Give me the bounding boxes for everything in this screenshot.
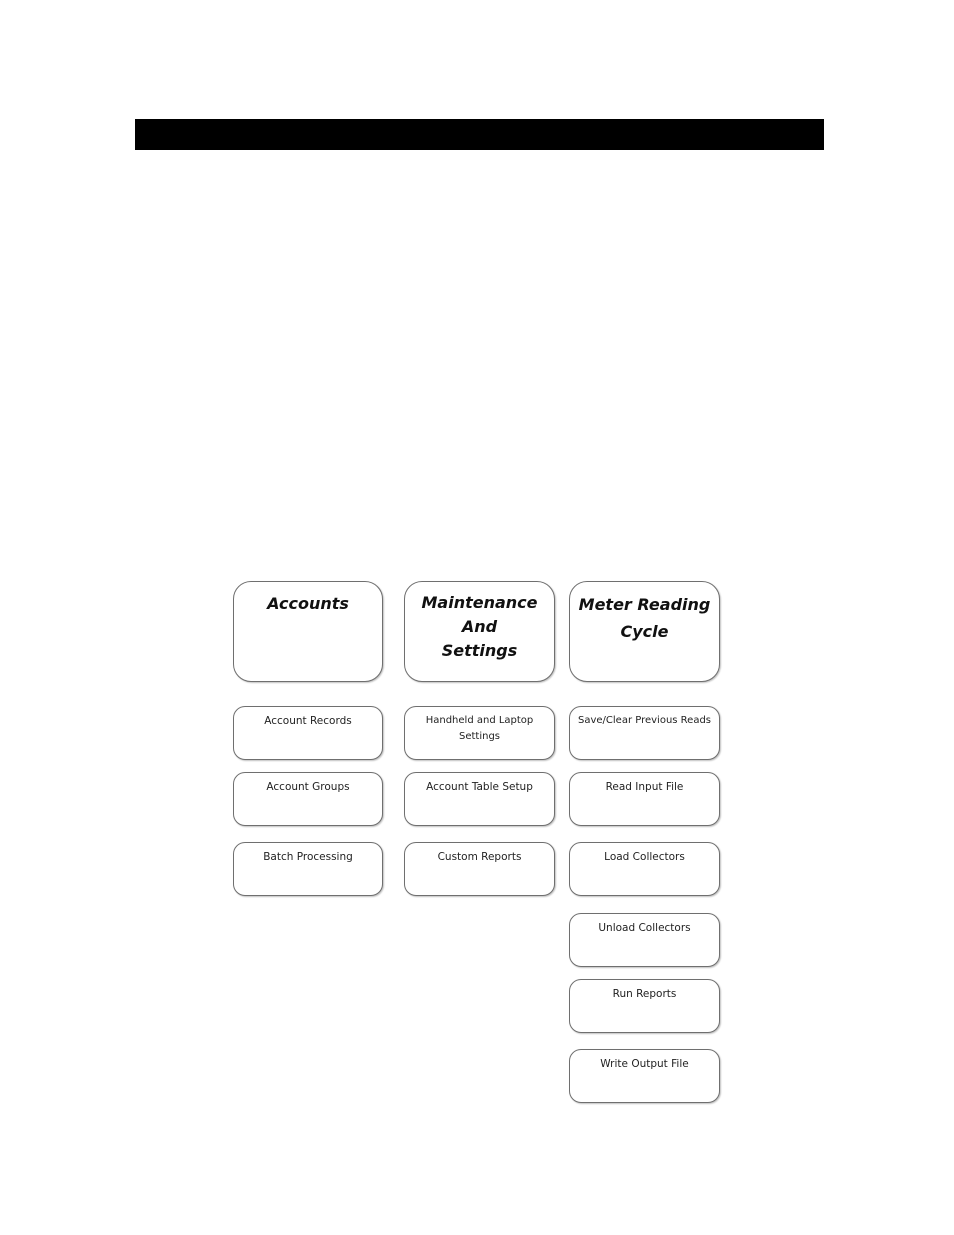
- account-groups-box: [233, 772, 383, 826]
- read-input-file-box: [569, 772, 720, 826]
- handheld-laptop-settings-label: Handheld and Laptop Settings: [425, 715, 534, 742]
- handheld-laptop-settings-box: [404, 706, 555, 760]
- account-records-label: Account Records: [264, 715, 352, 727]
- meter-reading-cycle-header-box: [569, 581, 720, 682]
- accounts-header-box: [233, 581, 383, 682]
- load-collectors-box: [569, 842, 720, 896]
- batch-processing-label: Batch Processing: [263, 851, 353, 863]
- custom-reports-box: [404, 842, 555, 896]
- run-reports-box: [569, 979, 720, 1033]
- meter-reading-cycle-header-label: Meter Reading Cycle: [578, 595, 711, 641]
- write-output-file-label: Write Output File: [600, 1058, 689, 1070]
- account-table-setup-label: Account Table Setup: [426, 781, 533, 793]
- account-table-setup-box: [404, 772, 555, 826]
- maintenance-settings-header-box: [404, 581, 555, 682]
- header-bar: [135, 119, 824, 150]
- read-input-file-label: Read Input File: [605, 781, 684, 793]
- write-output-file-box: [569, 1049, 720, 1103]
- unload-collectors-box: [569, 913, 720, 967]
- maintenance-settings-header-label: Maintenance And Settings: [421, 593, 538, 660]
- accounts-header-label: Accounts: [267, 594, 349, 613]
- batch-processing-box: [233, 842, 383, 896]
- load-collectors-label: Load Collectors: [604, 851, 685, 863]
- save-clear-previous-reads-label: Save/Clear Previous Reads: [577, 715, 712, 726]
- save-clear-previous-reads-box: [569, 706, 720, 760]
- run-reports-label: Run Reports: [612, 988, 677, 1000]
- custom-reports-label: Custom Reports: [437, 851, 522, 863]
- account-groups-label: Account Groups: [266, 781, 350, 793]
- unload-collectors-label: Unload Collectors: [598, 922, 691, 934]
- account-records-box: [233, 706, 383, 760]
